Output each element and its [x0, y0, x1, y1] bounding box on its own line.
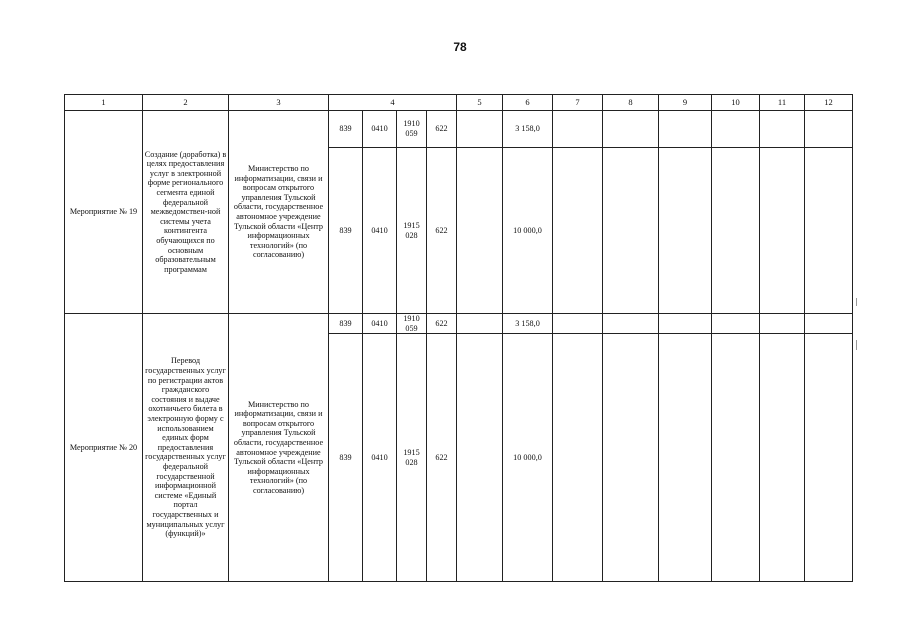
- code-type: 622: [427, 148, 457, 314]
- header-col-9: 9: [659, 95, 712, 111]
- event-description: Перевод государственных услуг по регистрации актов гражданского состояния и выдаче охотничьего билета в электронную форму с использованием единых форм предоставления государственных услуг федеральной государственной информационной системе «Единый портал государственных и муниципальных услуг (функций)»: [143, 314, 229, 582]
- col-5-cell: [457, 314, 503, 334]
- code-type: 622: [427, 111, 457, 148]
- col-5-cell: [457, 334, 503, 582]
- col-11-cell: [760, 148, 805, 314]
- amount-cell: 3 158,0: [503, 111, 553, 148]
- code-target: 1910 059: [397, 314, 427, 334]
- col-5-cell: [457, 111, 503, 148]
- header-col-12: 12: [805, 95, 853, 111]
- header-col-8: 8: [603, 95, 659, 111]
- col-8-cell: [603, 148, 659, 314]
- code-chapter: 839: [329, 148, 363, 314]
- header-col-5: 5: [457, 95, 503, 111]
- col-5-cell: [457, 148, 503, 314]
- amount-cell: 10 000,0: [503, 148, 553, 314]
- event-label: Мероприятие № 19: [65, 111, 143, 314]
- code-section: 0410: [363, 334, 397, 582]
- col-11-cell: [760, 111, 805, 148]
- col-11-cell: [760, 334, 805, 582]
- code-chapter: 839: [329, 111, 363, 148]
- col-12-cell: [805, 314, 853, 334]
- code-type: 622: [427, 334, 457, 582]
- header-col-4: 4: [329, 95, 457, 111]
- code-chapter: 839: [329, 314, 363, 334]
- header-col-1: 1: [65, 95, 143, 111]
- col-8-cell: [603, 314, 659, 334]
- scan-mark: [856, 340, 857, 350]
- col-9-cell: [659, 334, 712, 582]
- col-10-cell: [712, 334, 760, 582]
- event-label: Мероприятие № 20: [65, 314, 143, 582]
- header-col-11: 11: [760, 95, 805, 111]
- code-type: 622: [427, 314, 457, 334]
- code-chapter: 839: [329, 334, 363, 582]
- event-executor: Министерство по информатизации, связи и вопросам открытого управления Тульской области, государственное автономное учреждение Тульской области «Центр информационных технологий» (по согласованию): [229, 111, 329, 314]
- col-7-cell: [553, 334, 603, 582]
- code-target: 1915 028: [397, 334, 427, 582]
- table-row: [65, 111, 853, 148]
- col-9-cell: [659, 111, 712, 148]
- col-7-cell: [553, 148, 603, 314]
- amount-cell: 10 000,0: [503, 334, 553, 582]
- code-section: 0410: [363, 314, 397, 334]
- code-target: 1910 059: [397, 111, 427, 148]
- event-executor: Министерство по информатизации, связи и вопросам открытого управления Тульской области, государственное автономное учреждение Тульской области «Центр информационных технологий» (по согласованию): [229, 314, 329, 582]
- col-10-cell: [712, 148, 760, 314]
- header-col-6: 6: [503, 95, 553, 111]
- event-description: Создание (доработка) в целях предоставления услуг в электронной форме регионального сегмента единой федеральной межведомствен-ной системы учета контингента обучающихся по основным образовательным программам: [143, 111, 229, 314]
- col-8-cell: [603, 334, 659, 582]
- header-col-2: 2: [143, 95, 229, 111]
- col-9-cell: [659, 314, 712, 334]
- scan-mark: [856, 298, 857, 306]
- col-12-cell: [805, 148, 853, 314]
- header-col-7: 7: [553, 95, 603, 111]
- header-col-10: 10: [712, 95, 760, 111]
- header-row: [65, 95, 853, 111]
- col-10-cell: [712, 111, 760, 148]
- header-col-3: 3: [229, 95, 329, 111]
- program-table: [64, 94, 853, 582]
- col-7-cell: [553, 111, 603, 148]
- page-number: 78: [453, 40, 467, 54]
- code-section: 0410: [363, 111, 397, 148]
- code-target: 1915 028: [397, 148, 427, 314]
- col-10-cell: [712, 314, 760, 334]
- amount-cell: 3 158,0: [503, 314, 553, 334]
- col-8-cell: [603, 111, 659, 148]
- table-row: [65, 314, 853, 334]
- code-section: 0410: [363, 148, 397, 314]
- col-12-cell: [805, 111, 853, 148]
- col-9-cell: [659, 148, 712, 314]
- col-7-cell: [553, 314, 603, 334]
- col-12-cell: [805, 334, 853, 582]
- col-11-cell: [760, 314, 805, 334]
